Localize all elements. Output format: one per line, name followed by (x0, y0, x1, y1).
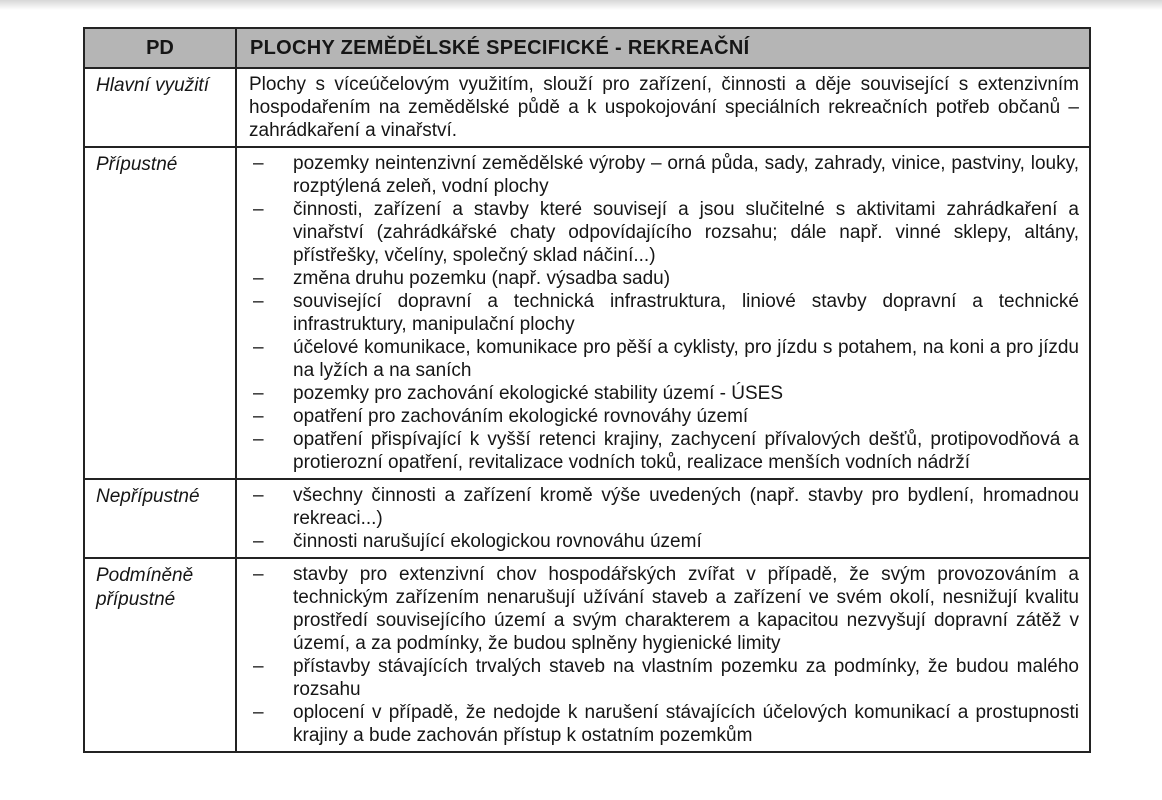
bullet-text: opatření přispívající k vyšší retenci krajiny, zachycení přívalových dešťů, protipovodňová a protierozní opatření, revitalizace vodních toků, realizace menších vodních nádrží (293, 429, 1079, 473)
bullet-item (249, 530, 1079, 553)
bullet-dash-icon: – (253, 702, 264, 723)
header-code-cell: PD (84, 28, 236, 68)
bullet-text: všechny činnosti a zařízení kromě výše uvedených (např. stavby pro bydlení, hromadnou rekreaci...) (293, 485, 1079, 529)
bullet-item (249, 405, 1079, 428)
table-row-nepripustne (84, 479, 1090, 558)
bullet-dash-icon: – (253, 291, 264, 312)
bullet-dash-icon: – (253, 429, 264, 450)
bullet-dash-icon: – (253, 564, 264, 585)
bullet-item (249, 382, 1079, 405)
table-row-hlavni-vyuziti (84, 68, 1090, 147)
row-text: Plochy s víceúčelovým využitím, slouží pro zařízení, činnosti a děje související s extenzivním hospodařením na zemědělské půdě a k uspokojování speciálních rekreačních potřeb občanů – zahrádkaření a vinařství. (249, 74, 1079, 141)
bullet-text: změna druhu pozemku (např. výsadba sadu) (293, 268, 671, 289)
row-content (236, 558, 1090, 752)
row-label: Přípustné (84, 147, 236, 479)
bullet-item (249, 290, 1079, 336)
bullet-text: přístavby stávajících trvalých staveb na vlastním pozemku za podmínky, že budou malého rozsahu (293, 656, 1079, 700)
bullet-dash-icon: – (253, 199, 264, 220)
row-content (236, 147, 1090, 479)
row-label: Podmíněně přípustné (84, 558, 236, 752)
bullet-item (249, 484, 1079, 530)
bullet-text: pozemky pro zachování ekologické stability území - ÚSES (293, 383, 783, 404)
bullet-item (249, 198, 1079, 267)
bullet-text: pozemky neintenzivní zemědělské výroby – orná půda, sady, zahrady, vinice, pastviny, louky, rozptýlená zeleň, vodní plochy (293, 153, 1079, 197)
bullet-text: související dopravní a technická infrastruktura, liniové stavby dopravní a technické infrastruktury, manipulační plochy (293, 291, 1079, 335)
bullet-text: opatření pro zachováním ekologické rovnováhy území (293, 406, 749, 427)
bullet-item (249, 267, 1079, 290)
bullet-dash-icon: – (253, 337, 264, 358)
table-header-row (84, 28, 1090, 68)
bullet-dash-icon: – (253, 406, 264, 427)
bullet-item (249, 701, 1079, 747)
bullet-item (249, 152, 1079, 198)
table-row-pripustne (84, 147, 1090, 479)
bullet-dash-icon: – (253, 485, 264, 506)
zoning-regulation-table (83, 27, 1091, 753)
bullet-item (249, 336, 1079, 382)
bullet-text: účelové komunikace, komunikace pro pěší a cyklisty, pro jízdu s potahem, na koni a pro jízdu na lyžích a na saních (293, 337, 1079, 381)
row-content (236, 68, 1090, 147)
bullet-text: oplocení v případě, že nedojde k narušení stávajících účelových komunikací a prostupnosti krajiny a bude zachován přístup k ostatním pozemkům (293, 702, 1079, 746)
bullet-item (249, 563, 1079, 655)
header-title-cell: PLOCHY ZEMĚDĚLSKÉ SPECIFICKÉ - REKREAČNÍ (236, 28, 1090, 68)
row-label: Hlavní využití (84, 68, 236, 147)
row-label: Nepřípustné (84, 479, 236, 558)
bullet-item (249, 428, 1079, 474)
scan-edge-artifact (0, 0, 1162, 10)
bullet-dash-icon: – (253, 531, 264, 552)
row-content (236, 479, 1090, 558)
bullet-text: stavby pro extenzivní chov hospodářských zvířat v případě, že svým provozováním a technickým zařízením nenarušují užívání staveb a zařízení ve svém okolí, nesnižují kvalitu prostředí souvisejícího území a svým charakterem a kapacitou nezvyšují dopravní zátěž v území, a za podmínky, že budou splněny hygienické limity (293, 564, 1079, 654)
bullet-dash-icon: – (253, 656, 264, 677)
bullet-text: činnosti, zařízení a stavby které souvisejí a jsou slučitelné s aktivitami zahrádkaření a vinařství (zahrádkářské chaty odpovídajícího rozsahu; dále např. vinné sklepy, altány, přístřešky, včelíny, společný sklad náčiní...) (293, 199, 1079, 266)
bullet-dash-icon: – (253, 268, 264, 289)
bullet-text: činnosti narušující ekologickou rovnováhu území (293, 531, 702, 552)
bullet-dash-icon: – (253, 383, 264, 404)
bullet-item (249, 655, 1079, 701)
bullet-dash-icon: – (253, 153, 264, 174)
table-row-podminene-pripustne (84, 558, 1090, 752)
